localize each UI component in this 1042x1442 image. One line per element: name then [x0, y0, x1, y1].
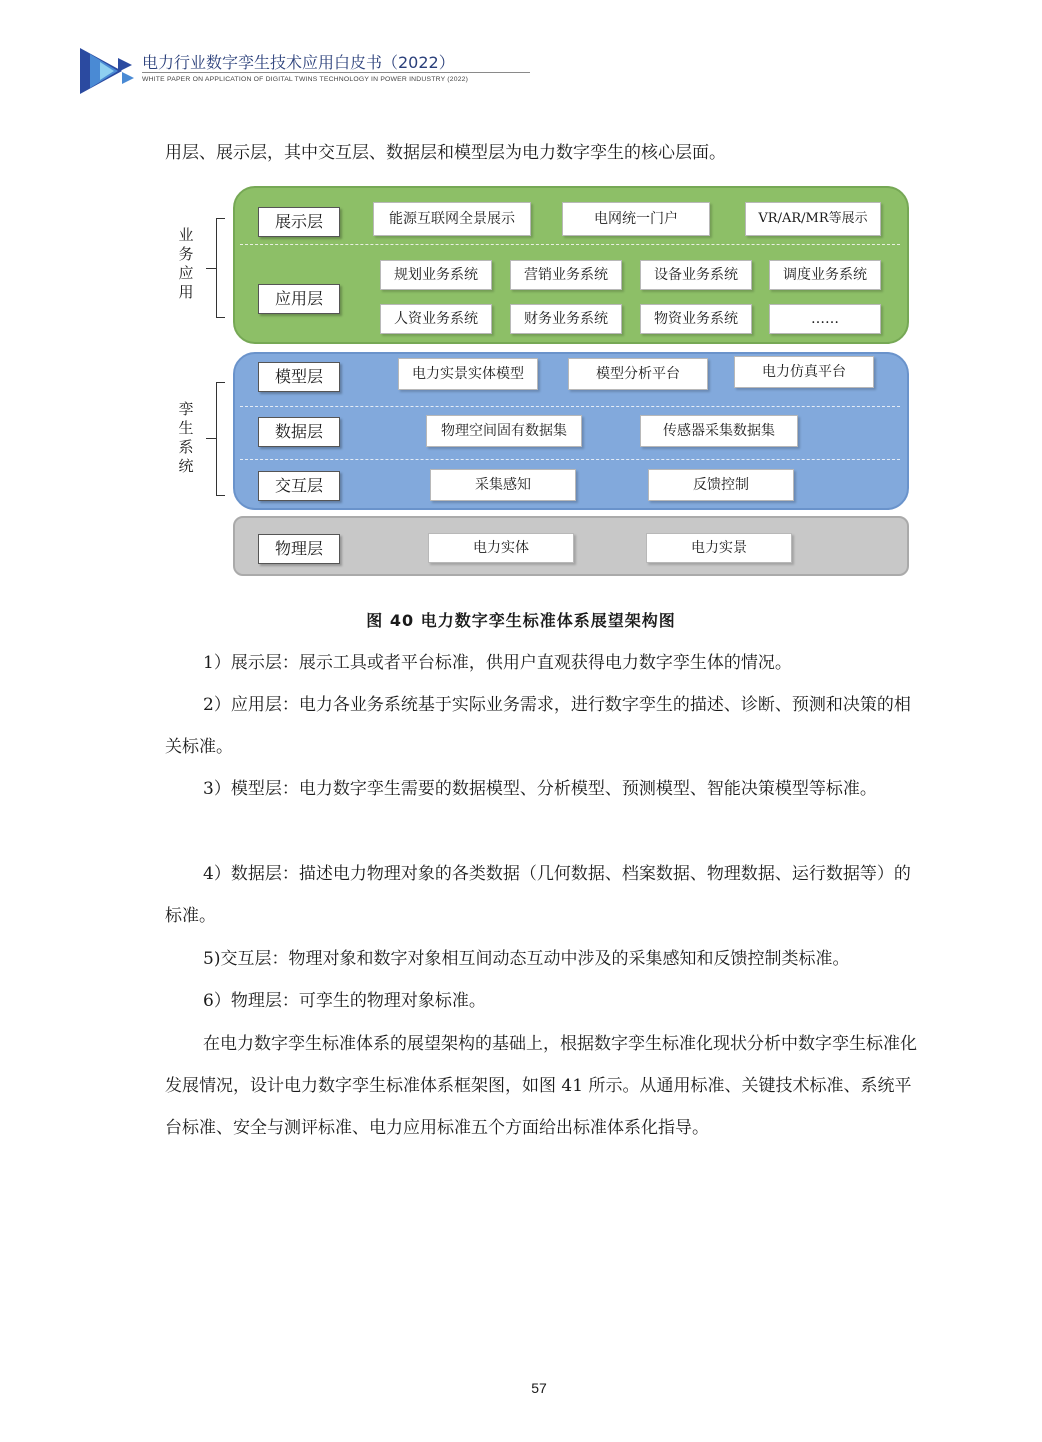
interaction-item: 采集感知	[430, 469, 576, 501]
body-paragraph: 3）模型层：电力数字孪生需要的数据模型、分析模型、预测模型、智能决策模型等标准。	[203, 779, 877, 799]
group-label-business: 业务应用	[178, 226, 194, 301]
layer-label-display: 展示层	[258, 207, 340, 237]
model-item: 电力仿真平台	[734, 356, 874, 388]
body-paragraph: 5)交互层：物理对象和数字对象相互间动态互动中涉及的采集感知和反馈控制类标准。	[203, 949, 850, 969]
figure-caption: 图 40 电力数字孪生标准体系展望架构图	[366, 611, 676, 630]
data-item: 物理空间固有数据集	[426, 415, 582, 447]
application-item: 调度业务系统	[769, 260, 881, 290]
architecture-diagram	[170, 186, 915, 586]
header-divider	[142, 72, 530, 73]
group-label-twin: 孪生系统	[178, 400, 194, 475]
layer-label-interaction: 交互层	[258, 471, 340, 501]
page-header	[78, 44, 578, 98]
twin-bracket	[216, 382, 225, 496]
application-item: 设备业务系统	[640, 260, 752, 290]
whitepaper-logo-icon	[78, 44, 138, 98]
model-item: 电力实景实体模型	[398, 358, 538, 390]
business-bracket	[216, 218, 225, 318]
application-item: 人资业务系统	[380, 304, 492, 334]
body-paragraph: 4）数据层：描述电力物理对象的各类数据（几何数据、档案数据、物理数据、运行数据等）的标准。	[165, 864, 911, 926]
data-item: 传感器采集数据集	[640, 415, 798, 447]
model-item: 模型分析平台	[568, 358, 708, 390]
physical-item: 电力实体	[428, 533, 574, 563]
body-paragraph: 在电力数字孪生标准体系的展望架构的基础上，根据数字孪生标准化现状分析中数字孪生标准化发展情况，设计电力数字孪生标准体系框架图，如图 41 所示。从通用标准、关键技术标准、系统平台标准、安全与测评标准、电力应用标准五个方面给出标准体系化指导。	[165, 1034, 917, 1138]
application-item: 财务业务系统	[510, 304, 622, 334]
page-number: 57	[531, 1380, 547, 1396]
display-item: 电网统一门户	[562, 202, 710, 236]
header-subtitle: WHITE PAPER ON APPLICATION OF DIGITAL TWINS TECHNOLOGY IN POWER INDUSTRY (2022)	[142, 76, 469, 83]
intro-paragraph: 用层、展示层，其中交互层、数据层和模型层为电力数字孪生的核心层面。	[165, 143, 726, 163]
application-item: 规划业务系统	[380, 260, 492, 290]
interaction-item: 反馈控制	[648, 469, 794, 501]
header-title: 电力行业数字孪生技术应用白皮书（2022）	[142, 53, 455, 72]
physical-item: 电力实景	[646, 533, 792, 563]
application-item: 物资业务系统	[640, 304, 752, 334]
display-item: 能源互联网全景展示	[373, 202, 531, 236]
application-item: ……	[769, 304, 881, 334]
layer-label-application: 应用层	[258, 284, 340, 314]
display-item: VR/AR/MR等展示	[745, 202, 881, 236]
layer-label-physical: 物理层	[258, 534, 340, 564]
layer-label-data: 数据层	[258, 417, 340, 447]
body-paragraph: 2）应用层：电力各业务系统基于实际业务需求，进行数字孪生的描述、诊断、预测和决策的相关标准。	[165, 695, 911, 757]
body-paragraph: 1）展示层：展示工具或者平台标准，供用户直观获得电力数字孪生体的情况。	[203, 653, 792, 673]
application-item: 营销业务系统	[510, 260, 622, 290]
body-paragraph: 6）物理层：可孪生的物理对象标准。	[203, 991, 486, 1011]
layer-label-model: 模型层	[258, 362, 340, 392]
